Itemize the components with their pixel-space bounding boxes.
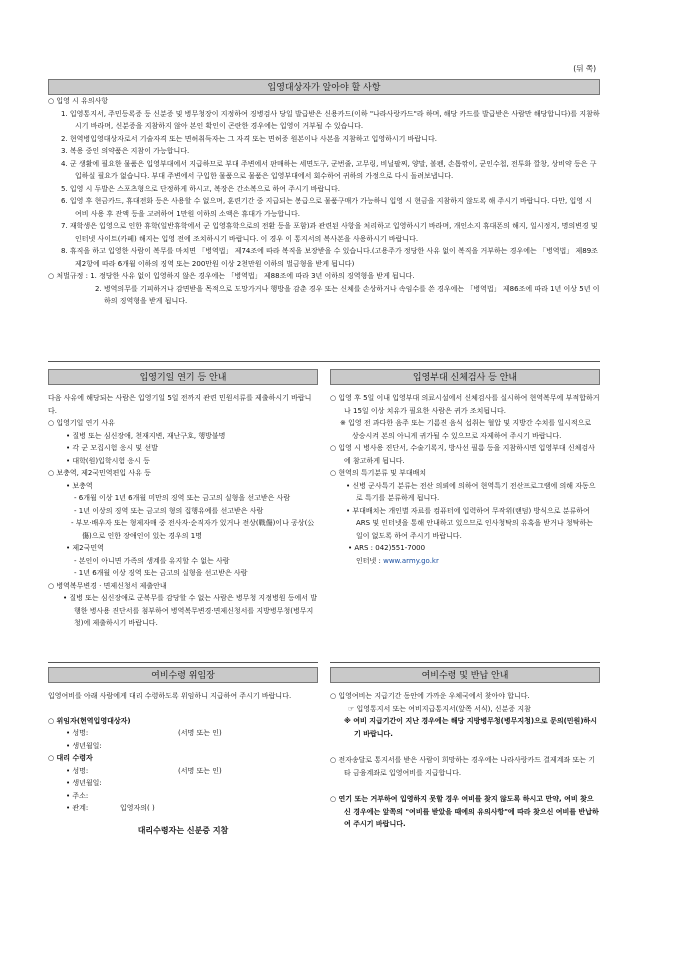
travel-body bbox=[330, 690, 600, 831]
exam-line: ○ 입영 시 병사용 진단서, 수술기록지, 방사선 필름 등을 지참하시면 입영부대 신체검사에 참고하게 됩니다. bbox=[330, 444, 595, 465]
notice-intro: ○ 입영 시 유의사항 bbox=[48, 97, 109, 105]
relation-label: • 관계: bbox=[66, 804, 89, 812]
delay-line: • 각 군 모집시험 응시 및 선발 bbox=[66, 444, 158, 452]
travel-p1-sub: ☞ 입영통지서 또는 여비지급통지서(앞쪽 서식), 신분증 지참 bbox=[348, 704, 531, 713]
delay-line: - 부모·배우자 또는 형제자매 중 전사자·순직자가 있거나 전상(戰傷)이나 공상(公傷)으로 인한 장애인이 있는 경우의 1명 bbox=[71, 519, 315, 540]
internet-link[interactable]: www.army.go.kr bbox=[383, 556, 439, 565]
relation-value: 입영자의( ) bbox=[120, 804, 155, 812]
delay-line: - 6개월 이상 1년 6개월 미만의 징역 또는 금고의 실형을 선고받은 사람 bbox=[74, 494, 291, 502]
travel-p2: ○ 전자송달로 통지서를 받은 사람이 희망하는 경우에는 나라사랑카드 결제계좌 또는 기타 금융계좌로 입영여비를 지급합니다. bbox=[330, 756, 596, 777]
exam-line: • 부대배치는 개인별 자료를 컴퓨터에 입력하여 무작위(랜덤) 방식으로 분류하여 ARS 및 인터넷을 통해 안내하고 있으므로 인사청탁의 유혹을 받거나 청탁하는 일이 없도록 하여 주시기 바랍니다. bbox=[346, 506, 593, 540]
delay-line: • 대학(원)입학시험 응시 등 bbox=[66, 456, 150, 465]
notice-item-4: 4. 군 생활에 필요한 물품은 입영부대에서 지급하므로 부대 주변에서 판매하는 세면도구, 군번줄, 고무링, 비닐팔찌, 양말, 볼펜, 손톱깎이, 군인수첩, 전투화 깔창, 상비약 등은 구입하실 필요가 없습니다. 부대 주변에서 구입한 물품으로 물품은 입영부대에서 회수하여 귀하의 가정으로 다시 돌려보냅니다. bbox=[61, 159, 597, 180]
travel-p3: ○ 연기 또는 거부하여 입영하지 못할 경우 여비를 찾지 않도록 하시고 만약, 여비 찾으신 경우에는 앞쪽의 "여비를 받았을 때에의 유의사항"에 따라 찾으신 여비를 반납하여 주시기 바랍니다. bbox=[330, 795, 599, 828]
delay-line: • 질병 또는 심신장애로 군복무를 감당할 수 없는 사람은 병무청 지정병원 등에서 발행한 병사용 진단서를 첨부하여 병역복무변경·면제신청서를 지방병무청(병무지청)에 제출하시기 바랍니다. bbox=[63, 594, 317, 627]
exam-line: ※ 입영 전 과다한 음주 또는 기름진 음식 섭취는 혈압 및 지방간 수치를 일시적으로 상승시켜 본의 아니게 귀가될 수 있으므로 자제하여 주시기 바랍니다. bbox=[340, 419, 592, 440]
divider bbox=[48, 361, 600, 362]
delay-intro: 다음 사유에 해당되는 사람은 입영기일 5일 전까지 관련 민원서류를 제출하시기 바랍니다. bbox=[48, 394, 312, 415]
name-label: • 성명: bbox=[66, 729, 89, 737]
sign-note: (서명 또는 인) bbox=[178, 766, 222, 775]
internet-label: 인터넷 : bbox=[356, 556, 381, 565]
delay-line: ○ 보충역, 제2국민역편입 사유 등 bbox=[48, 469, 151, 477]
notice-item-8: 8. 휴직을 하고 입영한 사람이 복무를 마치면 「병역법」 제74조에 따라 복직을 보장받을 수 있습니다.(고용주가 정당한 사유 없이 복직을 거부하는 경우에는 「병역법」 제89조제2항에 따라 6개월 이하의 징역 또는 200만원 이상 2천만원 이하의 벌금형을 받게 됩니다) bbox=[61, 247, 598, 268]
notice-item-2: 2. 현역병입영대상자로서 기술자격 또는 면허취득자는 그 자격 또는 면허증 원본이나 사본을 지참하고 입영하시기 바랍니다. bbox=[61, 134, 437, 143]
proxy-bottom-note: 대리수령자는 신분증 지참 bbox=[137, 825, 229, 835]
penalty-1: ○ 처벌규정 : 1. 정당한 사유 없이 입영하지 않은 경우에는 「병역법」 제88조에 따라 3년 이하의 징역형을 받게 됩니다. bbox=[48, 272, 415, 280]
notice-item-3: 3. 복용 중인 의약품은 지참이 가능합니다. bbox=[61, 147, 190, 155]
travel-p1-note: ※ 여비 지급기간이 지난 경우에는 해당 지방병무청(병무지청)으로 문의(민원)하시기 바랍니다. bbox=[344, 717, 598, 738]
delegate-relation bbox=[48, 802, 318, 815]
delay-line: - 1년 이상의 징역 또는 금고의 형의 집행유예를 선고받은 사람 bbox=[74, 506, 264, 515]
delay-line: • 질병 또는 심신장애, 천재지변, 재난구호, 행방불명 bbox=[66, 431, 226, 440]
section-header-exam: 입영부대 신체검사 등 안내 bbox=[330, 369, 600, 385]
delegator-name bbox=[48, 727, 318, 740]
divider-right bbox=[330, 662, 600, 663]
delegator-heading: ○ 위임자(현역입영대상자) bbox=[48, 716, 131, 725]
delay-line: • 제2국민역 bbox=[66, 544, 104, 552]
delegate-birth: • 생년월일: bbox=[66, 779, 102, 787]
delay-line: • 보충역 bbox=[66, 481, 93, 490]
section-header-delay: 입영기일 연기 등 안내 bbox=[48, 369, 318, 385]
notice-item-6: 6. 입영 후 현금카드, 휴대전화 등은 사용할 수 없으며, 훈련기간 중 지급되는 봉급으로 물품구매가 가능하니 입영 시 현금을 지참하지 않도록 해 주시기 바랍니다. 다만, 입영 시 여비 사용 후 잔액 등을 고려하여 1만원 이하의 소액은 휴대가 가능합니다. bbox=[61, 197, 593, 218]
delegator-birth: • 생년월일: bbox=[66, 741, 102, 750]
exam-internet bbox=[330, 555, 600, 568]
section-header-travel: 여비수령 및 반납 안내 bbox=[330, 667, 600, 683]
divider-left bbox=[48, 662, 318, 663]
delay-line: - 1년 6개월 이상 징역 또는 금고의 실형을 선고받은 사람 bbox=[74, 569, 248, 577]
penalty-2: 2. 병역의무를 기피하거나 감면받을 목적으로 도망가거나 행방을 감춘 경우 또는 신체를 손상하거나 속임수를 쓴 경우에는 「병역법」 제86조에 따라 1년 이상 5년 이하의 징역형을 받게 됩니다. bbox=[95, 284, 600, 305]
section-header-notice: 입영대상자가 알아야 할 사항 bbox=[48, 79, 600, 95]
delay-body bbox=[48, 392, 318, 630]
notice-item-1: 1. 입영통지서, 주민등록증 등 신분증 및 병무청장이 지정하여 징병검사 당일 발급받은 신용카드(이하 "나라사랑카드"라 하며, 해당 카드를 발급받은 사람만 해당합니다)를 지참하시기 바라며, 신분증을 지참하지 않아 본인 확인이 곤란한 경우에는 입영이 거부될 수 있습니다. bbox=[61, 109, 600, 130]
delegate-address: • 주소: bbox=[66, 791, 89, 800]
proxy-body bbox=[48, 690, 318, 837]
travel-p1: ○ 입영여비는 지급기간 동안에 가까운 우체국에서 찾아야 합니다. bbox=[330, 692, 530, 700]
exam-line: ○ 입영 후 5일 이내 입영부대 의료시설에서 신체검사를 실시하여 현역복무에 부적합하거나 15일 이상 치유가 필요한 사람은 귀가 조치됩니다. bbox=[330, 394, 600, 415]
delegate-name bbox=[48, 765, 318, 778]
exam-ars: • ARS : 042)551-7000 bbox=[348, 544, 426, 552]
notice-item-7: 7. 재학생은 입영으로 인한 휴학(일반휴학에서 군 입영휴학으로의 전환 등을 포함)과 관련된 사항을 처리하고 입영하시기 바라며, 개인소지 휴대폰의 해지, 일시정지, 명의변경 및 인터넷 사이트(카페) 해지는 입영 전에 조치하시기 바랍니다. 이 경우 이 통지서의 복사본을 사용하시기 바랍니다. bbox=[61, 222, 598, 243]
proxy-intro: 입영여비를 아래 사람에게 대리 수령하도록 위임하니 지급하여 주시기 바랍니다. bbox=[48, 692, 292, 700]
delay-line: - 본인이 아니면 가족의 생계를 유지할 수 없는 사람 bbox=[74, 556, 230, 565]
exam-body bbox=[330, 392, 600, 567]
exam-line: • 신병 군사특기 분류는 전산 의뢰에 의하여 현역특기 전산프로그램에 의해 자동으로 특기를 분류하게 됩니다. bbox=[346, 481, 596, 502]
delay-line: ○ 입영기일 연기 사유 bbox=[48, 419, 115, 427]
exam-line: ○ 현역의 특기분류 및 부대배치 bbox=[330, 469, 427, 477]
delay-line: ○ 병역복무변경 · 면제신청서 제출안내 bbox=[48, 581, 167, 590]
sign-note: (서명 또는 인) bbox=[178, 729, 222, 737]
name-label: • 성명: bbox=[66, 766, 89, 775]
notice-body bbox=[48, 95, 600, 308]
notice-item-5: 5. 입영 시 두발은 스포츠형으로 단정하게 하시고, 복장은 간소복으로 하여 주시기 바랍니다. bbox=[61, 184, 341, 193]
section-header-proxy: 여비수령 위임장 bbox=[48, 667, 318, 683]
delegate-heading: ○ 대리 수령자 bbox=[48, 754, 93, 762]
side-label: (뒤 쪽) bbox=[573, 64, 596, 73]
